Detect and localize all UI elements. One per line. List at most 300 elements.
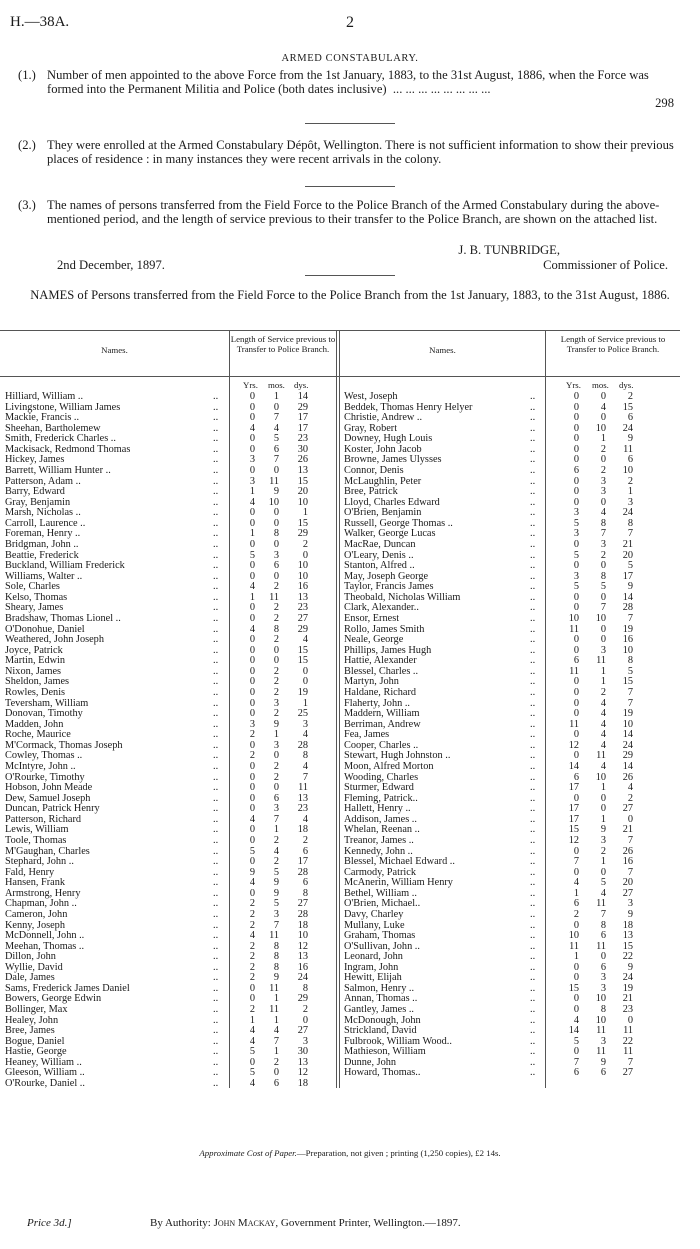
person-name: Carmody, Patrick bbox=[344, 866, 416, 878]
leader-dots: .. bbox=[213, 549, 219, 561]
service-years: 1 bbox=[249, 486, 255, 498]
person-name: Bowers, George Edwin bbox=[5, 993, 102, 1005]
service-years: 0 bbox=[249, 856, 255, 868]
leader-dots: .. bbox=[213, 475, 219, 487]
service-years: 0 bbox=[249, 401, 255, 413]
service-days: 9 bbox=[627, 908, 633, 920]
person-name: May, Joseph George bbox=[344, 570, 429, 582]
service-months: 7 bbox=[273, 412, 279, 424]
service-days: 1 bbox=[302, 507, 308, 519]
service-days: 18 bbox=[297, 824, 308, 836]
service-days: 10 bbox=[622, 718, 633, 730]
table-row bbox=[0, 962, 680, 973]
service-days: 2 bbox=[302, 834, 308, 846]
service-years: 4 bbox=[249, 1025, 255, 1037]
service-years: 4 bbox=[249, 496, 255, 508]
service-days: 22 bbox=[622, 951, 633, 963]
service-months: 9 bbox=[600, 824, 606, 836]
service-days: 0 bbox=[302, 1014, 308, 1026]
service-months: 4 bbox=[600, 718, 606, 730]
service-years: 0 bbox=[573, 433, 579, 445]
person-name: Fea, James bbox=[344, 729, 390, 741]
leader-dots: .. bbox=[213, 782, 219, 794]
person-name: Williams, Walter .. bbox=[5, 570, 83, 582]
person-name: Davy, Charley bbox=[344, 908, 404, 920]
table-row bbox=[0, 402, 680, 413]
leader-dots: .. bbox=[530, 591, 536, 603]
person-name: Salmon, Henry .. bbox=[344, 982, 415, 994]
service-days: 7 bbox=[627, 834, 633, 846]
person-name: Blessel, Charles .. bbox=[344, 665, 419, 677]
service-months: 4 bbox=[600, 729, 606, 741]
leader-dots: .. bbox=[213, 528, 219, 540]
person-name: McAnerin, William Henry bbox=[344, 877, 453, 889]
service-days: 18 bbox=[297, 919, 308, 931]
service-days: 10 bbox=[297, 560, 308, 572]
service-days: 17 bbox=[297, 422, 308, 434]
service-years: 15 bbox=[568, 824, 579, 836]
leader-dots: .. bbox=[213, 560, 219, 572]
service-years: 0 bbox=[573, 1004, 579, 1016]
service-days: 8 bbox=[302, 887, 308, 899]
service-days: 16 bbox=[622, 634, 633, 646]
service-days: 21 bbox=[622, 993, 633, 1005]
service-years: 0 bbox=[249, 982, 255, 994]
leader-dots: .. bbox=[213, 644, 219, 656]
service-years: 0 bbox=[249, 538, 255, 550]
service-days: 13 bbox=[297, 792, 308, 804]
service-months: 3 bbox=[273, 803, 279, 815]
service-days: 15 bbox=[297, 517, 308, 529]
leader-dots: .. bbox=[530, 412, 536, 424]
service-months: 1 bbox=[273, 1046, 279, 1058]
paragraph-1 bbox=[18, 68, 678, 114]
person-name: Flaherty, John .. bbox=[344, 697, 410, 709]
person-name: Patterson, Adam .. bbox=[5, 475, 81, 487]
service-days: 20 bbox=[622, 549, 633, 561]
leader-dots: .. bbox=[530, 464, 536, 476]
person-name: West, Joseph bbox=[344, 391, 398, 402]
service-years: 2 bbox=[249, 750, 255, 762]
service-days: 17 bbox=[297, 856, 308, 868]
service-months: 10 bbox=[595, 612, 606, 624]
table-row bbox=[0, 1015, 680, 1026]
person-name: Sturmer, Edward bbox=[344, 782, 414, 794]
leader-dots: .. bbox=[530, 813, 536, 825]
service-years: 3 bbox=[573, 528, 579, 540]
service-months: 0 bbox=[273, 782, 279, 794]
service-months: 2 bbox=[273, 1056, 279, 1068]
service-months: 2 bbox=[600, 845, 606, 857]
service-years: 2 bbox=[573, 908, 579, 920]
leader-dots: .. bbox=[530, 908, 536, 920]
service-months: 0 bbox=[273, 538, 279, 550]
divider bbox=[305, 186, 395, 187]
table-row bbox=[0, 645, 680, 656]
service-years: 0 bbox=[249, 887, 255, 899]
table-row bbox=[0, 613, 680, 624]
service-months: 1 bbox=[273, 391, 279, 402]
person-name: Kennedy, John .. bbox=[344, 845, 413, 857]
service-months: 0 bbox=[600, 792, 606, 804]
service-years: 5 bbox=[249, 845, 255, 857]
service-months: 4 bbox=[273, 1025, 279, 1037]
service-years: 10 bbox=[568, 930, 579, 942]
table-row bbox=[0, 920, 680, 931]
service-days: 18 bbox=[297, 1078, 308, 1090]
person-name: Gray, Robert bbox=[344, 422, 398, 434]
service-days: 26 bbox=[297, 454, 308, 466]
service-days: 26 bbox=[622, 845, 633, 857]
authority-line bbox=[150, 1217, 461, 1229]
leader-dots: .. bbox=[213, 665, 219, 677]
service-years: 0 bbox=[573, 486, 579, 498]
person-name: Sams, Frederick James Daniel bbox=[5, 982, 130, 994]
service-years: 0 bbox=[249, 834, 255, 846]
leader-dots: .. bbox=[213, 422, 219, 434]
service-days: 3 bbox=[627, 496, 633, 508]
person-name: Wyllie, David bbox=[5, 961, 63, 973]
person-name: Hilliard, William .. bbox=[5, 391, 84, 402]
service-days: 13 bbox=[297, 951, 308, 963]
person-name: Downey, Hugh Louis bbox=[344, 433, 433, 445]
service-days: 20 bbox=[297, 486, 308, 498]
service-months: 2 bbox=[273, 760, 279, 772]
service-months: 3 bbox=[273, 739, 279, 751]
leader-dots: .. bbox=[530, 433, 536, 445]
service-years: 4 bbox=[249, 623, 255, 635]
leader-dots: .. bbox=[213, 591, 219, 603]
service-months: 0 bbox=[600, 412, 606, 424]
leader-dots: .. bbox=[213, 697, 219, 709]
service-months: 2 bbox=[273, 665, 279, 677]
table-row bbox=[0, 750, 680, 761]
service-days: 24 bbox=[297, 972, 308, 984]
service-months: 7 bbox=[273, 813, 279, 825]
leader-dots: .. bbox=[530, 581, 536, 593]
table-row bbox=[0, 1057, 680, 1068]
table-row bbox=[0, 560, 680, 571]
divider bbox=[305, 275, 395, 276]
service-years: 12 bbox=[568, 834, 579, 846]
service-days: 0 bbox=[302, 665, 308, 677]
table-row bbox=[0, 740, 680, 751]
service-days: 15 bbox=[622, 940, 633, 952]
service-years: 0 bbox=[249, 612, 255, 624]
service-days: 28 bbox=[297, 739, 308, 751]
service-months: 0 bbox=[273, 655, 279, 667]
authority-lead: By Authority: bbox=[150, 1217, 214, 1229]
service-months: 7 bbox=[273, 1035, 279, 1047]
person-name: Fleming, Patrick.. bbox=[344, 792, 418, 804]
leader-dots: .. bbox=[530, 634, 536, 646]
leader-dots: .. bbox=[213, 496, 219, 508]
service-months: 1 bbox=[600, 782, 606, 794]
service-years: 2 bbox=[249, 1004, 255, 1016]
table-row bbox=[0, 687, 680, 698]
service-months: 3 bbox=[600, 982, 606, 994]
service-years: 9 bbox=[249, 866, 255, 878]
leader-dots: .. bbox=[213, 1078, 219, 1090]
leader-dots: .. bbox=[213, 718, 219, 730]
person-name: Maddern, William bbox=[344, 708, 420, 720]
leader-dots: .. bbox=[213, 507, 219, 519]
service-days: 4 bbox=[302, 634, 308, 646]
service-months: 4 bbox=[600, 507, 606, 519]
person-name: Howard, Thomas.. bbox=[344, 1067, 421, 1079]
leader-dots: .. bbox=[213, 792, 219, 804]
service-months: 5 bbox=[600, 877, 606, 889]
authority-text: , Government Printer, Wellington.—1897. bbox=[275, 1217, 461, 1229]
person-name: Walker, George Lucas bbox=[344, 528, 436, 540]
service-months: 0 bbox=[273, 517, 279, 529]
service-years: 5 bbox=[573, 1035, 579, 1047]
table-header-rule bbox=[0, 376, 680, 377]
service-years: 0 bbox=[573, 1046, 579, 1058]
service-years: 0 bbox=[573, 560, 579, 572]
leader-dots: .. bbox=[213, 708, 219, 720]
person-name: Chapman, John .. bbox=[5, 898, 77, 910]
leader-dots: .. bbox=[213, 930, 219, 942]
service-days: 7 bbox=[627, 866, 633, 878]
leader-dots: .. bbox=[213, 517, 219, 529]
service-months: 3 bbox=[600, 972, 606, 984]
person-name: M'Gaughan, Charles bbox=[5, 845, 90, 857]
service-days: 23 bbox=[622, 1004, 633, 1016]
leader-dots: .. bbox=[530, 1046, 536, 1058]
list-title-text: of Persons transferred from the Field Force to the Police Branch from the 1st January, 1883, to the 31st August, 1886. bbox=[74, 288, 670, 302]
service-years: 11 bbox=[569, 718, 579, 730]
service-months: 11 bbox=[596, 750, 606, 762]
person-name: Gray, Benjamin bbox=[5, 496, 71, 508]
service-days: 0 bbox=[627, 1014, 633, 1026]
service-years: 0 bbox=[573, 845, 579, 857]
unit-months: mos. bbox=[592, 380, 609, 390]
leader-dots: .. bbox=[213, 750, 219, 762]
service-months: 2 bbox=[273, 856, 279, 868]
service-years: 3 bbox=[249, 454, 255, 466]
header-service: Length of Service previous to Transfer to Police Branch. bbox=[560, 334, 666, 354]
service-days: 2 bbox=[302, 1004, 308, 1016]
service-days: 19 bbox=[622, 708, 633, 720]
service-months: 5 bbox=[273, 898, 279, 910]
leader-dots: .. bbox=[530, 538, 536, 550]
service-months: 10 bbox=[595, 422, 606, 434]
service-years: 0 bbox=[249, 993, 255, 1005]
service-months: 5 bbox=[273, 866, 279, 878]
service-years: 0 bbox=[573, 697, 579, 709]
person-name: Bree, Patrick bbox=[344, 486, 398, 498]
person-name: Bogue, Daniel bbox=[5, 1035, 65, 1047]
service-years: 3 bbox=[573, 507, 579, 519]
service-days: 2 bbox=[302, 538, 308, 550]
service-months: 0 bbox=[600, 634, 606, 646]
person-name: Nixon, James bbox=[5, 665, 62, 677]
person-name: Donovan, Timothy bbox=[5, 708, 83, 720]
service-days: 29 bbox=[622, 750, 633, 762]
person-name: Hickey, James bbox=[5, 454, 65, 466]
person-name: McDonough, John bbox=[344, 1014, 421, 1026]
service-months: 0 bbox=[273, 750, 279, 762]
table-row bbox=[0, 972, 680, 983]
service-months: 6 bbox=[273, 443, 279, 455]
service-years: 4 bbox=[249, 581, 255, 593]
person-name: Marsh, Nicholas .. bbox=[5, 507, 81, 519]
service-days: 30 bbox=[297, 443, 308, 455]
service-years: 0 bbox=[249, 1056, 255, 1068]
header-names: Names. bbox=[429, 345, 456, 355]
service-days: 9 bbox=[627, 961, 633, 973]
service-years: 3 bbox=[573, 570, 579, 582]
header-service: Length of Service previous to Transfer to Police Branch. bbox=[230, 334, 336, 354]
leader-dots: .. bbox=[213, 993, 219, 1005]
leader-dots: .. bbox=[530, 623, 536, 635]
service-years: 4 bbox=[249, 877, 255, 889]
table-row bbox=[0, 634, 680, 645]
service-months: 6 bbox=[600, 1067, 606, 1079]
header-names: Names. bbox=[101, 345, 128, 355]
service-months: 0 bbox=[600, 496, 606, 508]
service-days: 12 bbox=[297, 940, 308, 952]
service-years: 0 bbox=[249, 391, 255, 402]
service-years: 4 bbox=[249, 1035, 255, 1047]
service-years: 2 bbox=[249, 961, 255, 973]
service-days: 26 bbox=[622, 771, 633, 783]
service-days: 4 bbox=[302, 813, 308, 825]
table-row bbox=[0, 497, 680, 508]
service-months: 3 bbox=[600, 475, 606, 487]
service-months: 6 bbox=[273, 560, 279, 572]
paragraph-text: They were enrolled at the Armed Constabulary Dépôt, Wellington. There is not sufficient information to show their previous places of residence : in many instances they were recent arrivals in the colony. bbox=[47, 138, 674, 167]
service-years: 0 bbox=[573, 644, 579, 656]
table-row bbox=[0, 412, 680, 423]
service-months: 2 bbox=[273, 634, 279, 646]
service-months: 2 bbox=[273, 686, 279, 698]
table-row bbox=[0, 1046, 680, 1057]
service-days: 5 bbox=[627, 665, 633, 677]
service-days: 23 bbox=[297, 803, 308, 815]
service-years: 0 bbox=[573, 961, 579, 973]
service-days: 15 bbox=[297, 475, 308, 487]
leader-dots: .. bbox=[530, 824, 536, 836]
person-name: Cooper, Charles .. bbox=[344, 739, 419, 751]
service-months: 9 bbox=[600, 1056, 606, 1068]
table-row bbox=[0, 423, 680, 434]
table-row bbox=[0, 486, 680, 497]
table-row bbox=[0, 803, 680, 814]
leader-dots: .. bbox=[213, 877, 219, 889]
leader-dots: .. bbox=[530, 676, 536, 688]
person-name: Annan, Thomas .. bbox=[344, 993, 418, 1005]
service-days: 28 bbox=[297, 866, 308, 878]
service-years: 0 bbox=[573, 972, 579, 984]
service-years: 0 bbox=[573, 676, 579, 688]
service-days: 30 bbox=[297, 1046, 308, 1058]
leader-dots: .. bbox=[213, 951, 219, 963]
table-row bbox=[0, 1036, 680, 1047]
service-months: 3 bbox=[600, 1035, 606, 1047]
leader-dots: .. bbox=[213, 887, 219, 899]
service-months: 1 bbox=[273, 1014, 279, 1026]
leader-dots: .. bbox=[530, 940, 536, 952]
service-days: 15 bbox=[297, 644, 308, 656]
service-years: 0 bbox=[573, 496, 579, 508]
leader-dots: .. bbox=[530, 877, 536, 889]
leader-dots: .. bbox=[530, 1014, 536, 1026]
person-name: Rowles, Denis bbox=[5, 686, 66, 698]
table-row bbox=[0, 698, 680, 709]
service-days: 17 bbox=[297, 412, 308, 424]
leader-dots: .. bbox=[213, 834, 219, 846]
service-days: 21 bbox=[622, 824, 633, 836]
service-months: 4 bbox=[600, 708, 606, 720]
table-row bbox=[0, 1078, 680, 1089]
leader-dots: .. bbox=[213, 612, 219, 624]
service-years: 3 bbox=[249, 475, 255, 487]
service-days: 29 bbox=[297, 401, 308, 413]
person-name: Madden, John bbox=[5, 718, 64, 730]
service-years: 0 bbox=[249, 412, 255, 424]
person-name: Joyce, Patrick bbox=[5, 644, 63, 656]
leader-dots: .. bbox=[530, 1004, 536, 1016]
service-days: 19 bbox=[622, 623, 633, 635]
leader-dots: .. bbox=[213, 1056, 219, 1068]
service-days: 0 bbox=[302, 549, 308, 561]
leader-dots: .. bbox=[213, 739, 219, 751]
leader-dots: .. bbox=[530, 887, 536, 899]
service-days: 13 bbox=[622, 930, 633, 942]
leader-dots: .. bbox=[530, 792, 536, 804]
service-years: 4 bbox=[249, 813, 255, 825]
leader-dots: .. bbox=[530, 708, 536, 720]
leader-dots: .. bbox=[530, 845, 536, 857]
service-years: 0 bbox=[249, 686, 255, 698]
person-name: Patterson, Richard bbox=[5, 813, 82, 825]
service-months: 7 bbox=[273, 919, 279, 931]
leader-dots: .. bbox=[530, 803, 536, 815]
leader-dots: .. bbox=[530, 686, 536, 698]
service-years: 4 bbox=[249, 422, 255, 434]
leader-dots: .. bbox=[530, 549, 536, 561]
service-months: 0 bbox=[600, 591, 606, 603]
person-name: O'Donohue, Daniel bbox=[5, 623, 85, 635]
leader-dots: .. bbox=[213, 866, 219, 878]
person-name: McDonnell, John .. bbox=[5, 930, 85, 942]
leader-dots: .. bbox=[530, 560, 536, 572]
person-name: Healey, John bbox=[5, 1014, 59, 1026]
service-days: 10 bbox=[297, 930, 308, 942]
service-years: 0 bbox=[249, 464, 255, 476]
leader-dots: .. bbox=[213, 898, 219, 910]
leader-dots: .. bbox=[213, 940, 219, 952]
person-name: Hastie, George bbox=[5, 1046, 67, 1058]
service-months: 3 bbox=[273, 549, 279, 561]
person-name: Browne, James Ulysses bbox=[344, 454, 442, 466]
paragraph-2 bbox=[18, 138, 678, 184]
leader-dots: .. bbox=[530, 1067, 536, 1079]
leader-dots: .. bbox=[530, 972, 536, 984]
leader-dots: .. bbox=[530, 930, 536, 942]
service-years: 0 bbox=[249, 443, 255, 455]
service-years: 2 bbox=[249, 972, 255, 984]
transfer-table bbox=[0, 330, 700, 1090]
service-days: 10 bbox=[622, 644, 633, 656]
service-months: 0 bbox=[273, 464, 279, 476]
service-years: 2 bbox=[249, 951, 255, 963]
leader-dots: .. bbox=[530, 665, 536, 677]
person-name: Hewitt, Elijah bbox=[344, 972, 402, 984]
person-name: Dunne, John bbox=[344, 1056, 397, 1068]
